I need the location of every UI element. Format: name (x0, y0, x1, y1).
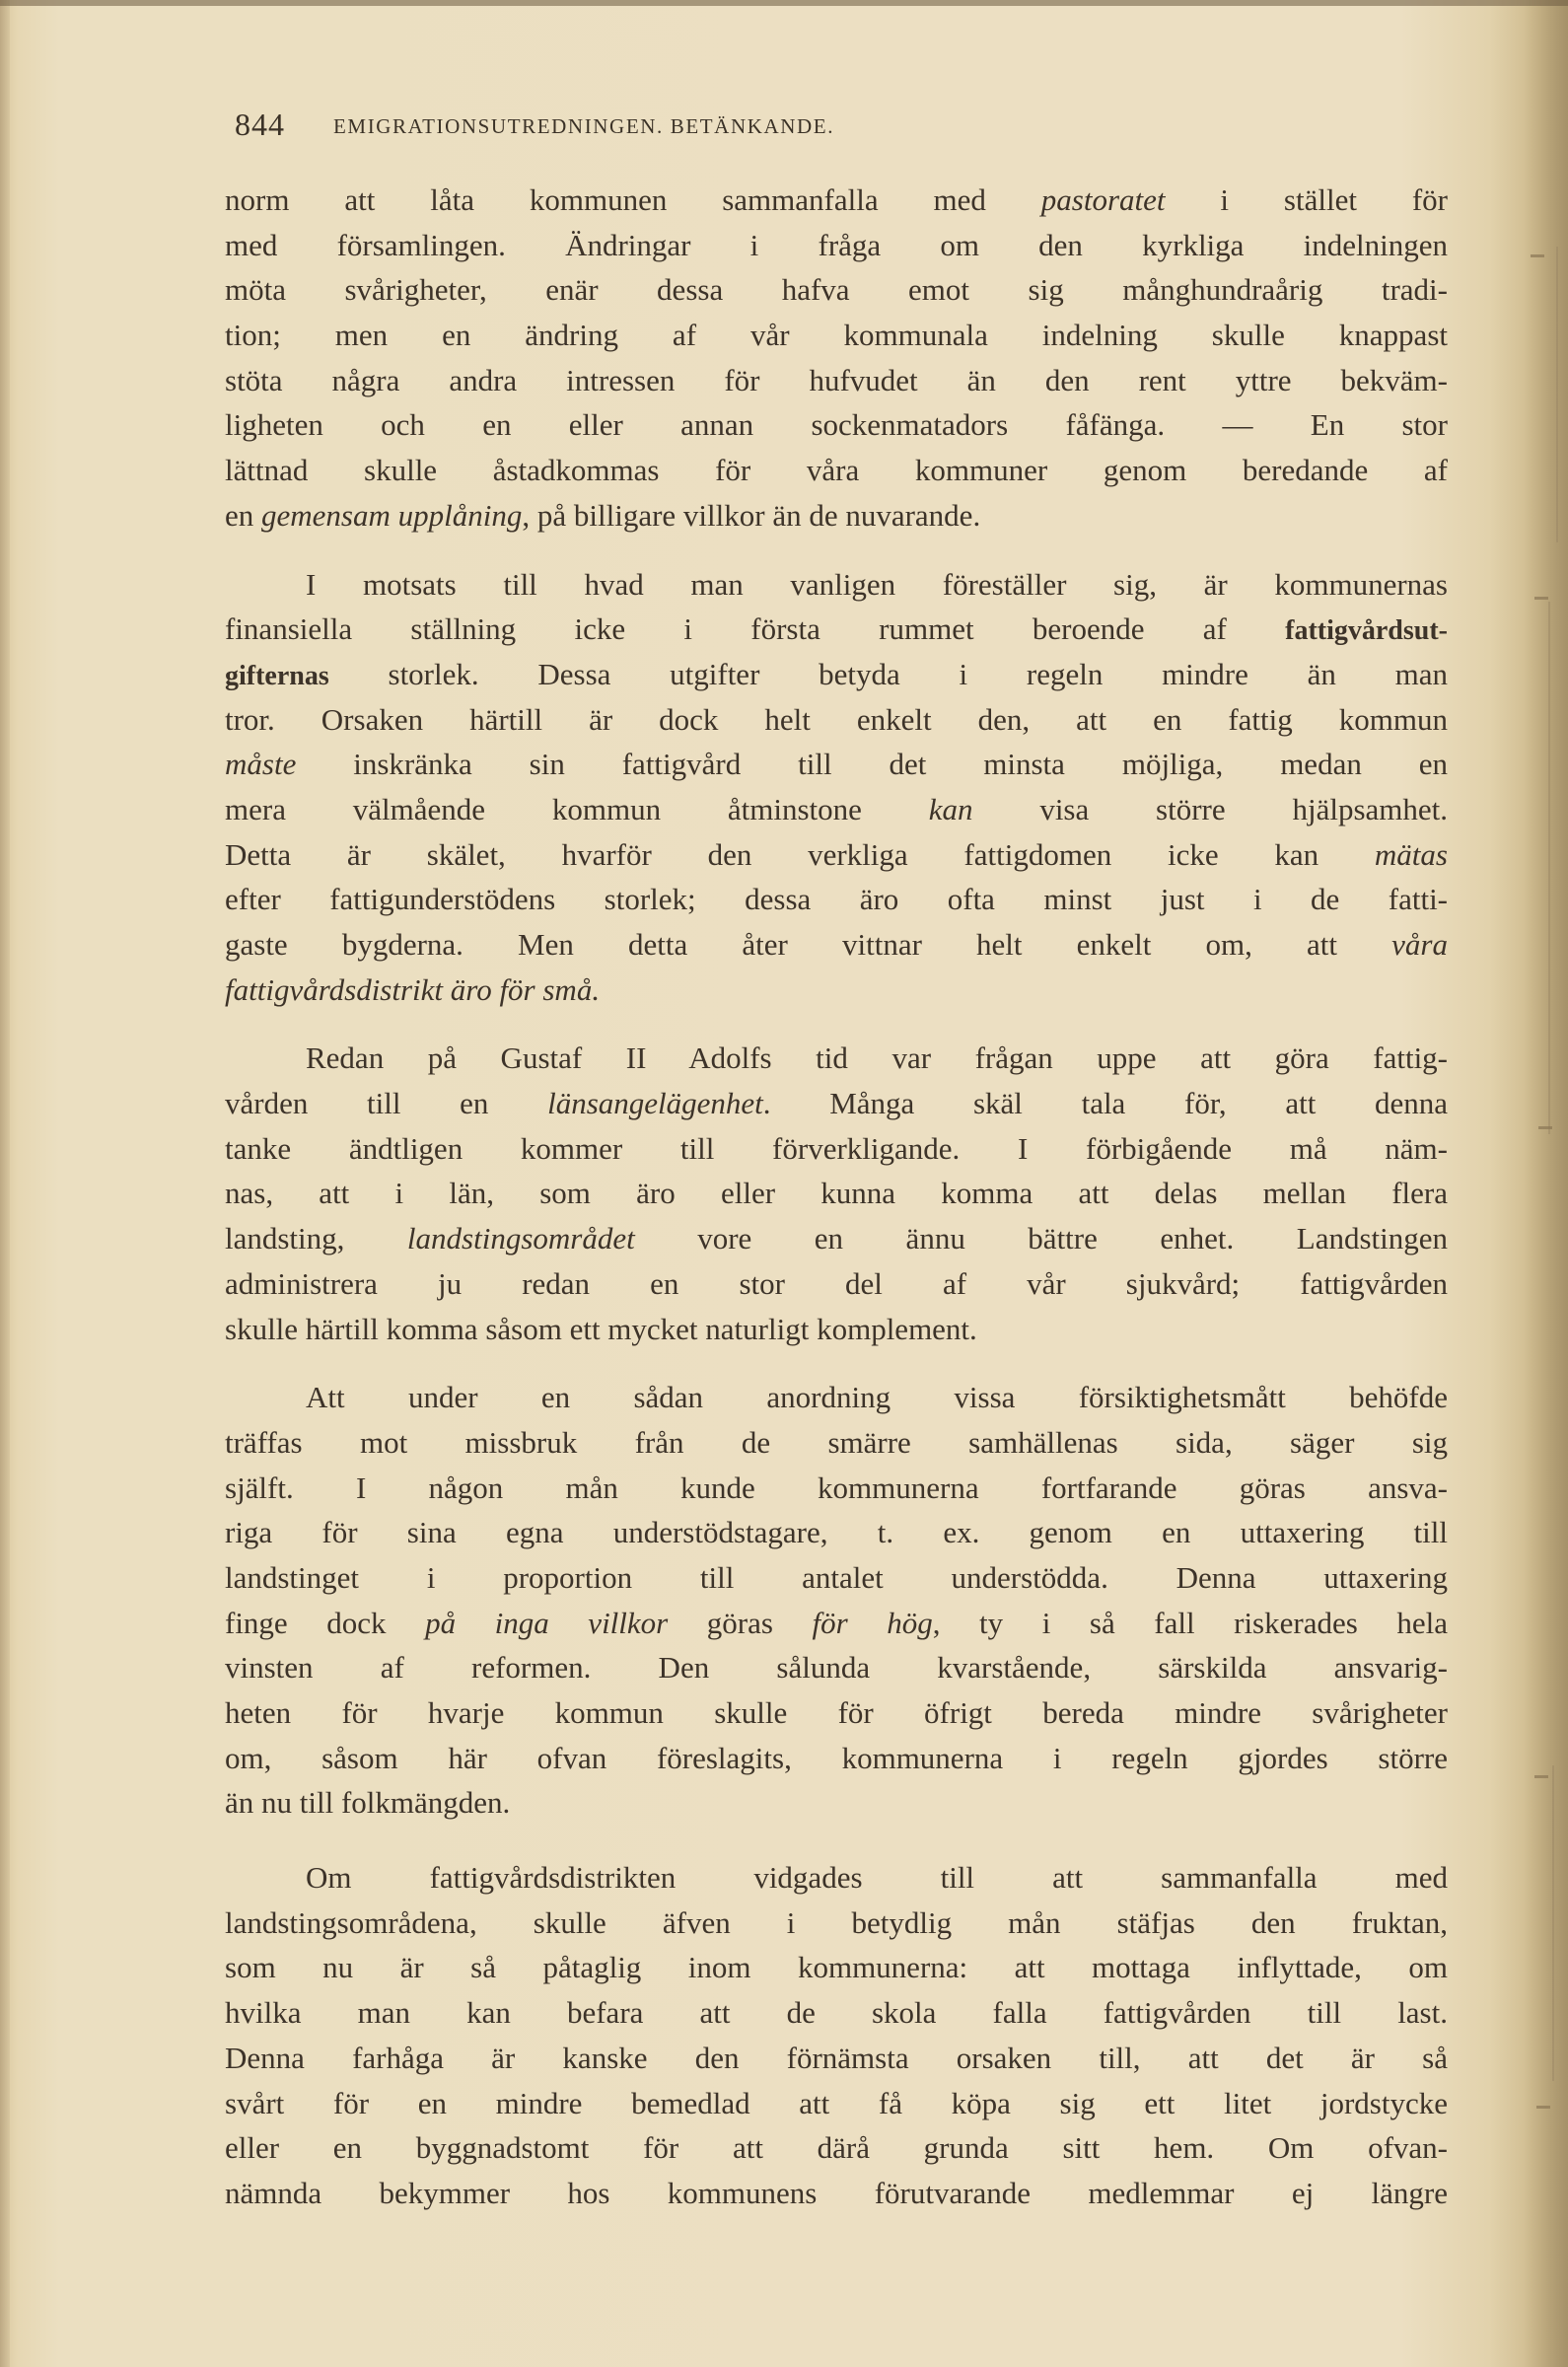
text-segment: administrera ju redan en stor del af vår sjukvård; fattigvården (225, 1265, 1448, 1301)
text-segment: skulle härtill komma såsom ett mycket naturligt komplement. (225, 1311, 977, 1346)
text-segment: tror. Orsaken härtill är dock helt enkelt den, att en fattig kommun (225, 701, 1448, 737)
text-segment: vinsten af reformen. Den sålunda kvarstående, särskilda ansvarig- (225, 1650, 1448, 1686)
italic-text: kan (928, 791, 973, 826)
italic-text: länsangelägenhet (547, 1086, 763, 1121)
text-segment: riga för sina egna understödstagare, t. ex. genom en uttaxering till (225, 1515, 1448, 1550)
bold-text: fattigvårdsut- (1285, 615, 1448, 647)
text-segment: inskränka sin fattigvård till det minsta möjliga, medan en (296, 747, 1448, 782)
page-number: 844 (235, 107, 285, 142)
text-segment: vore en ännu bättre enhet. Landstingen (634, 1221, 1448, 1256)
text-line (225, 178, 1448, 223)
margin-pencil-line (1552, 1765, 1554, 2081)
text-line (225, 1216, 1448, 1261)
text-segment: landsting, (225, 1221, 407, 1256)
text-line (225, 1690, 1448, 1736)
text-segment: , på billigare villkor än de nuvarande. (522, 497, 981, 533)
text-line (225, 1036, 1448, 1081)
bold-text: gifternas (225, 660, 329, 691)
text-segment: stöta några andra intressen för hufvudet än den rent yttre bekväm- (225, 362, 1448, 397)
italic-text: för hög (812, 1605, 933, 1640)
text-line (225, 1466, 1448, 1511)
text-line (225, 877, 1448, 922)
text-segment: finge dock (225, 1605, 426, 1640)
text-line (225, 1171, 1448, 1216)
page-fore-edge (1524, 0, 1568, 2367)
text-line (225, 1645, 1448, 1690)
text-segment: efter fattigunderstödens storlek; dessa äro ofta minst just i de fatti- (225, 882, 1448, 917)
text-line (225, 1601, 1448, 1646)
text-segment: tanke ändtligen kommer till förverkligande. I förbigående må näm- (225, 1130, 1448, 1166)
text-segment: en (225, 497, 262, 533)
text-line (225, 493, 1448, 538)
margin-pencil-line (1548, 602, 1550, 1134)
margin-tick-mark (1534, 597, 1548, 600)
text-segment: vården till en (225, 1086, 548, 1121)
italic-text: pastoratet (1040, 182, 1166, 217)
text-line (225, 402, 1448, 448)
text-segment: , ty i så fall riskerades hela (932, 1605, 1448, 1640)
margin-tick-mark (1538, 1126, 1552, 1129)
text-segment: Denna farhåga är kanske den förnämsta orsaken till, att det är så (225, 2040, 1448, 2075)
text-segment: möta svårigheter, enär dessa hafva emot sig månghundraårig tradi- (225, 272, 1448, 308)
margin-pencil-line (1556, 247, 1558, 542)
text-line (225, 223, 1448, 268)
text-line (225, 968, 1448, 1013)
text-line (225, 2081, 1448, 2126)
text-line (225, 1901, 1448, 1946)
italic-text: måste (225, 747, 297, 782)
text-line (225, 742, 1448, 787)
text-line (225, 313, 1448, 358)
text-segment: finansiella ställning icke i första rummet beroende af (225, 611, 1286, 647)
text-line (225, 2125, 1448, 2171)
text-segment: landstinget i proportion till antalet understödda. Denna uttaxering (225, 1559, 1448, 1595)
text-segment: med församlingen. Ändringar i fråga om den kyrkliga indelningen (225, 227, 1448, 262)
text-segment: norm att låta kommunen sammanfalla med (225, 182, 1041, 217)
body-text (225, 178, 1448, 2216)
text-segment: gaste bygderna. Men detta åter vittnar helt enkelt om, att (225, 927, 1392, 962)
text-line (225, 1510, 1448, 1555)
text-segment: än nu till folkmängden. (225, 1785, 511, 1821)
text-line (225, 267, 1448, 313)
italic-text: mätas (1374, 836, 1448, 872)
margin-tick-mark (1534, 1775, 1548, 1778)
text-segment: eller en byggnadstomt för att därå grunda sitt hem. Om ofvan- (225, 2130, 1448, 2166)
italic-text: gemensam upplåning (261, 497, 523, 533)
page-gutter-edge (0, 0, 10, 2367)
text-segment: I motsats till hvad man vanligen föreställer sig, är kommunernas (306, 566, 1448, 602)
text-segment: som nu är så påtaglig inom kommunerna: att mottaga inflyttade, om (225, 1950, 1448, 1985)
text-segment: svårt för en mindre bemedlad att få köpa sig ett litet jordstycke (225, 2085, 1448, 2120)
text-line (225, 1945, 1448, 1990)
text-segment: Redan på Gustaf II Adolfs tid var frågan uppe att göra fattig- (306, 1040, 1448, 1076)
text-segment: själft. I någon mån kunde kommunerna fortfarande göras ansva- (225, 1470, 1448, 1505)
text-line (225, 652, 1448, 697)
text-segment: Att under en sådan anordning vissa försiktighetsmått behöfde (306, 1380, 1448, 1415)
paragraph-gap (225, 1012, 1448, 1036)
text-line (225, 1375, 1448, 1420)
top-edge-shadow (0, 0, 1568, 6)
text-line (225, 1855, 1448, 1901)
text-segment: lättnad skulle åstadkommas för våra kommuner genom beredande af (225, 453, 1448, 488)
text-line (225, 1736, 1448, 1781)
text-line (225, 1126, 1448, 1172)
text-segment: i stället för (1165, 182, 1448, 217)
text-line (225, 697, 1448, 743)
text-line (225, 562, 1448, 608)
text-segment: nämnda bekymmer hos kommunens förutvarande medlemmar ej längre (225, 2175, 1448, 2210)
text-segment: Detta är skälet, hvarför den verkliga fattigdomen icke kan (225, 836, 1375, 872)
text-line (225, 922, 1448, 968)
text-segment: storlek. Dessa utgifter betyda i regeln mindre än man (328, 656, 1448, 691)
text-line (225, 2171, 1448, 2216)
text-line (225, 1990, 1448, 2036)
text-segment: om, såsom här ofvan föreslagits, kommunerna i regeln gjordes större (225, 1740, 1448, 1775)
text-segment: ligheten och en eller annan sockenmatadors fåfänga. — En stor (225, 407, 1448, 443)
text-segment: Om fattigvårdsdistrikten vidgades till att sammanfalla med (306, 1860, 1448, 1896)
italic-text: fattigvårdsdistrikt äro för små. (225, 971, 601, 1007)
text-segment: visa större hjälpsamhet. (972, 791, 1448, 826)
text-segment: mera välmående kommun åtminstone (225, 791, 929, 826)
text-segment: heten för hvarje kommun skulle för öfrigt bereda mindre svårigheter (225, 1695, 1448, 1730)
text-segment: . Många skäl tala för, att denna (762, 1086, 1449, 1121)
text-line (225, 1261, 1448, 1307)
text-line (225, 1081, 1448, 1126)
paragraph-gap (225, 1351, 1448, 1375)
text-line (225, 358, 1448, 403)
text-line (225, 1420, 1448, 1466)
text-line (225, 787, 1448, 832)
text-segment: träffas mot missbruk från de smärre samhällenas sida, säger sig (225, 1424, 1448, 1460)
text-line (225, 2036, 1448, 2081)
italic-text: på inga villkor (425, 1605, 669, 1640)
text-line (225, 832, 1448, 878)
running-head: EMIGRATIONSUTREDNINGEN. BETÄNKANDE. (333, 114, 835, 138)
text-segment: hvilka man kan befara att de skola falla fattigvården till last. (225, 1995, 1448, 2031)
page-header (235, 107, 1448, 146)
text-line (225, 1555, 1448, 1601)
italic-text: våra (1391, 927, 1448, 962)
margin-tick-mark (1536, 2106, 1550, 2109)
text-line (225, 448, 1448, 493)
text-segment: göras (668, 1605, 813, 1640)
margin-tick-mark (1531, 254, 1544, 257)
italic-text: landstingsområdet (406, 1221, 635, 1256)
text-line (225, 607, 1448, 652)
paragraph-gap (225, 1826, 1448, 1855)
text-segment: tion; men en ändring af vår kommunala indelning skulle knappast (225, 318, 1448, 353)
text-line (225, 1307, 1448, 1352)
text-line (225, 1780, 1448, 1826)
paragraph-gap (225, 538, 1448, 562)
text-segment: nas, att i län, som äro eller kunna komma att delas mellan flera (225, 1176, 1448, 1211)
text-segment: landstingsområdena, skulle äfven i betydlig mån stäfjas den fruktan, (225, 1904, 1448, 1940)
